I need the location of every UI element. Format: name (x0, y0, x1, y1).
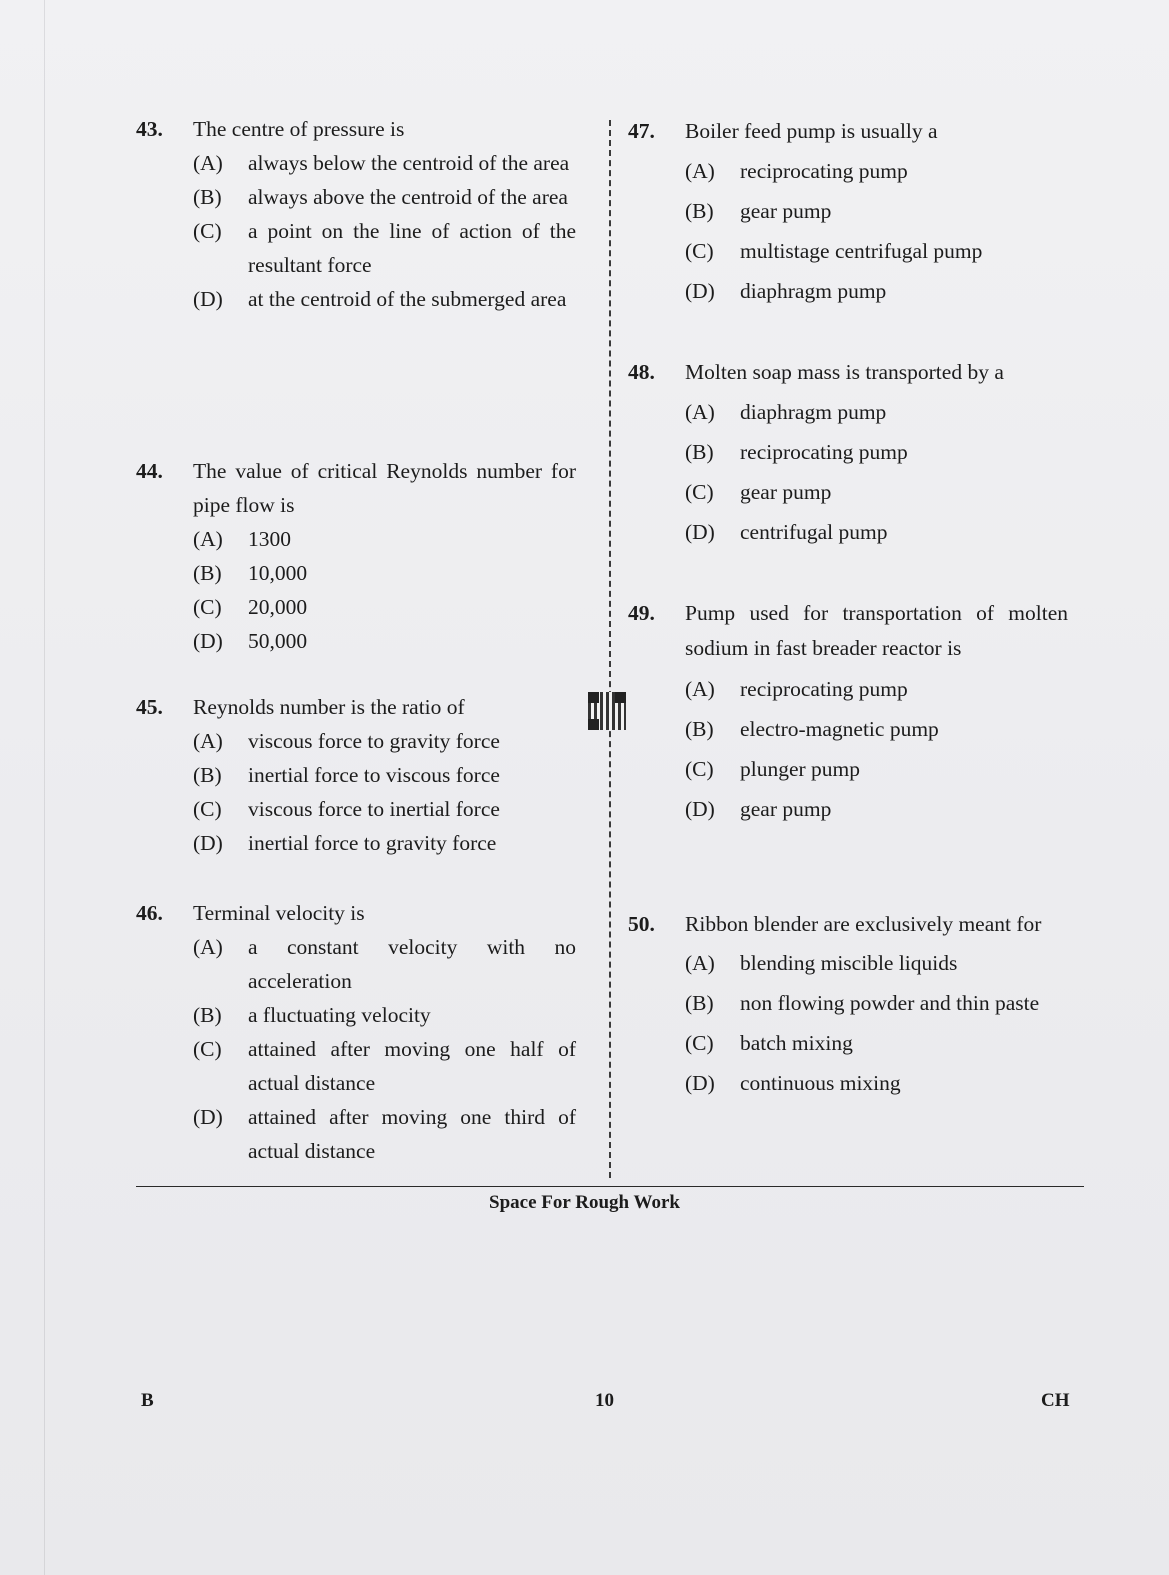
option-b (136, 556, 576, 590)
question-44 (136, 454, 576, 658)
page-edge-shadow (44, 0, 45, 1575)
option-text: gear pump (740, 797, 832, 821)
column-divider (609, 120, 611, 1178)
rough-work-rule (136, 1186, 1084, 1187)
option-label: (D) (685, 797, 715, 821)
page-number: 10 (595, 1390, 614, 1411)
option-d (136, 826, 576, 860)
option-label: (A) (685, 951, 715, 975)
option-text: inertial force to viscous force (248, 763, 500, 787)
option-label: (D) (685, 1071, 715, 1095)
option-c (628, 475, 1068, 509)
option-label: (C) (193, 219, 222, 243)
option-label: (B) (685, 199, 714, 223)
option-d (136, 624, 576, 658)
option-text: at the centroid of the submerged area (248, 287, 567, 311)
option-text: electro-magnetic pump (740, 717, 939, 741)
option-text: non flowing powder and thin paste (740, 991, 1040, 1015)
question-47 (628, 114, 1068, 314)
option-text: a point on the line of action of the resultant force (248, 219, 576, 277)
question-number: 48. (628, 360, 655, 384)
question-number: 47. (628, 119, 655, 143)
option-text: 10,000 (248, 561, 308, 585)
question-45 (136, 690, 576, 860)
option-text: always above the centroid of the area (248, 185, 568, 209)
option-c (136, 1032, 576, 1100)
option-label: (B) (193, 763, 222, 787)
option-a (136, 146, 576, 180)
option-text: a fluctuating velocity (248, 1003, 431, 1027)
subject-code: CH (1041, 1390, 1070, 1411)
question-43 (136, 112, 576, 316)
option-b (628, 712, 1068, 746)
option-label: (C) (193, 595, 222, 619)
option-text: 50,000 (248, 629, 308, 653)
option-b (136, 758, 576, 792)
option-c (628, 234, 1068, 268)
booklet-series: B (141, 1390, 154, 1411)
option-label: (C) (685, 480, 714, 504)
question-text: Ribbon blender are exclusively meant for (685, 912, 1042, 936)
option-label: (A) (193, 151, 223, 175)
option-b (628, 435, 1068, 469)
option-label: (D) (193, 287, 223, 311)
option-text: batch mixing (740, 1031, 853, 1055)
question-text: Reynolds number is the ratio of (193, 695, 465, 719)
option-text: always below the centroid of the area (248, 151, 570, 175)
option-b (628, 194, 1068, 228)
option-label: (B) (685, 440, 714, 464)
option-c (136, 792, 576, 826)
option-label: (D) (193, 629, 223, 653)
question-50 (628, 906, 1068, 1106)
option-a (628, 672, 1068, 706)
question-number: 43. (136, 117, 163, 141)
option-d (628, 792, 1068, 826)
question-48 (628, 355, 1068, 555)
question-number: 46. (136, 901, 163, 925)
option-label: (A) (193, 527, 223, 551)
option-d (628, 1066, 1068, 1100)
question-text: The centre of pressure is (193, 117, 405, 141)
option-d (136, 1100, 576, 1168)
option-label: (B) (193, 561, 222, 585)
option-label: (D) (193, 1105, 223, 1129)
option-text: a constant velocity with no acceleration (248, 935, 576, 993)
option-text: blending miscible liquids (740, 951, 958, 975)
option-text: diaphragm pump (740, 279, 887, 303)
option-d (628, 515, 1068, 549)
option-label: (B) (193, 1003, 222, 1027)
option-b (136, 998, 576, 1032)
option-c (628, 752, 1068, 786)
option-text: reciprocating pump (740, 440, 908, 464)
option-text: diaphragm pump (740, 400, 887, 424)
option-a (136, 930, 576, 998)
option-text: gear pump (740, 480, 832, 504)
option-text: viscous force to inertial force (248, 797, 500, 821)
question-46 (136, 896, 576, 1168)
question-49 (628, 596, 1068, 832)
question-text: Boiler feed pump is usually a (685, 119, 938, 143)
option-c (136, 590, 576, 624)
option-text: reciprocating pump (740, 677, 908, 701)
option-label: (A) (685, 159, 715, 183)
option-a (136, 724, 576, 758)
option-label: (D) (193, 831, 223, 855)
option-text: 20,000 (248, 595, 308, 619)
option-label: (B) (685, 717, 714, 741)
option-c (628, 1026, 1068, 1060)
option-label: (A) (193, 935, 223, 959)
option-text: plunger pump (740, 757, 861, 781)
option-label: (B) (685, 991, 714, 1015)
option-label: (A) (193, 729, 223, 753)
question-number: 45. (136, 695, 163, 719)
option-label: (C) (685, 239, 714, 263)
question-number: 49. (628, 601, 655, 625)
option-text: gear pump (740, 199, 832, 223)
option-text: reciprocating pump (740, 159, 908, 183)
question-text: Terminal velocity is (193, 901, 365, 925)
rough-work-label: Space For Rough Work (489, 1192, 680, 1213)
option-label: (A) (685, 677, 715, 701)
option-text: multistage centrifugal pump (740, 239, 983, 263)
option-text: viscous force to gravity force (248, 729, 500, 753)
option-a (628, 395, 1068, 429)
option-label: (A) (685, 400, 715, 424)
option-c (136, 214, 576, 282)
option-label: (D) (685, 279, 715, 303)
option-a (136, 522, 576, 556)
option-text: inertial force to gravity force (248, 831, 497, 855)
question-number: 44. (136, 459, 163, 483)
option-a (628, 154, 1068, 188)
option-label: (C) (685, 1031, 714, 1055)
question-text: Pump used for transportation of molten sodium in fast breader reactor is (685, 601, 1068, 660)
option-label: (B) (193, 185, 222, 209)
qr-code-icon (588, 692, 626, 730)
option-a (628, 946, 1068, 980)
option-d (136, 282, 576, 316)
option-label: (C) (193, 1037, 222, 1061)
option-label: (C) (193, 797, 222, 821)
option-text: centrifugal pump (740, 520, 888, 544)
option-label: (D) (685, 520, 715, 544)
option-text: 1300 (248, 527, 291, 551)
option-b (136, 180, 576, 214)
question-number: 50. (628, 912, 655, 936)
option-text: attained after moving one third of actual distance (248, 1105, 576, 1163)
option-text: continuous mixing (740, 1071, 901, 1095)
option-label: (C) (685, 757, 714, 781)
option-b (628, 986, 1068, 1020)
question-text: The value of critical Reynolds number for pipe flow is (193, 459, 576, 517)
question-text: Molten soap mass is transported by a (685, 360, 1004, 384)
option-d (628, 274, 1068, 308)
option-text: attained after moving one half of actual distance (248, 1037, 576, 1095)
